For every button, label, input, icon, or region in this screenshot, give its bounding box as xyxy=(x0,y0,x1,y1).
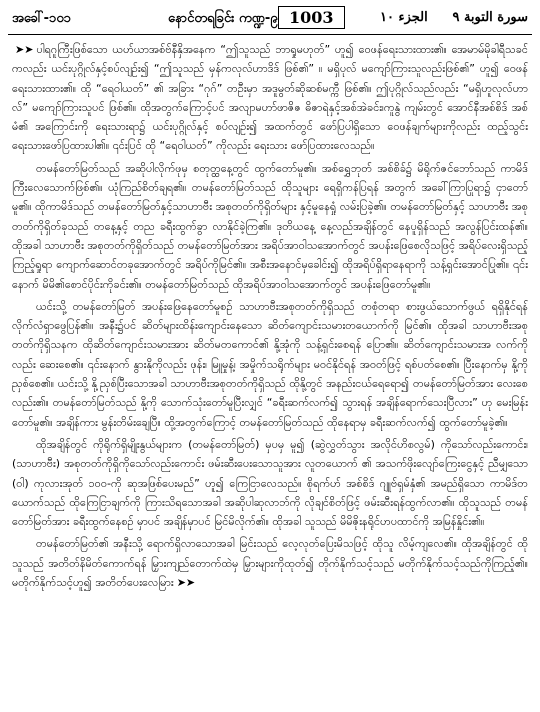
paragraph xyxy=(12,297,528,432)
surah-label: سورة التوبة ٩ xyxy=(452,10,528,25)
chapter-label: နောင်တရခြင်း ကဏ္ဍ-၉ xyxy=(168,11,278,26)
paragraph xyxy=(12,534,528,592)
paragraph xyxy=(12,40,528,156)
page-number: 1003 xyxy=(278,6,345,29)
paragraph xyxy=(12,159,528,294)
paragraph-text: တမန်တော်မြတ်သည် အဆိုပါလိုက်ဖုမှ စတုတ္ထနေ့တွင် ထွက်တော်မူ၏။ အစ်ရွှေဘုတ် အစ်စိခ်၌ မိရိုက်ဇင်ဘော်သည် ကာမိဒ်ကြီးလေသောက်ဖြစ်၏။ ယုံကြည်စိတ်ချရ၏။ တမန်တော်မြတ်သည် ထိုသူများ ရေရှိကန်ပြရန် အတွက် အခေါ်ကြာပြုရာ၌ ငှာတော်မူ၏။ ထိုကာမိဒ်သည် တမန်တော်မြတ်နှင့်သာဟာဗီး အစုတတ်ကိုရှိတ်များ နှင့်မူနေရှုံ လမ်းပြခဲ့၏။ တမန်တော်မြတ်နှင့် သာဟာဗီး အစုတတ်ကိုရှိတ်ခုသည် တနေ့နှင့် တည ခရီးထွက်ခွာ လာနိုင်ခဲ့ကြ၏။ ဒုတိယနေ့ နေ့လည်အချိန်တွင် နေပူရှိန်သည် အလွန်ပြင်းထန်၏။ ထိုအခါ သာဟာဗီး အစုတတ်ကိုရှိတ်သည် တမန်တော်မြတ်အား အရိပ်အာဝါသအောက်တွင် အပန်းဖြေစေလိုသဖြင့် အရိပ်လေးရှိသည့် ကြည့်ရှုရာ ကျောက်ဆောင်တခုအောက်တွင် အရိပ်ကိုမြင်၏။ အစီးအနောင်မှခေါင်း၍ ထိုအရိပ်ရှိရာနေရာကို သန့်ရှင်းအောင်ပြု၏။ ၎င်းနောက် မိမိ၏စောင်ပိုင်းကိုခင်း၏။ တမန်တော်မြတ်သည် ထိုအရိပ်အာဝါသအောက်တွင် အပန်းဖြေတော်မူ၏။ xyxy=(12,161,528,291)
paragraph-text: ထိုအချိန်တွင် ကိုရိုက်ရှိမျိုးနွယ်များက (တမန်တော်မြတ်) မှပမှ မူ၍ (ဆွဲလွှတ်သွား အလိုင်ဟိစလွမ်) ကိုသော်လည်းကောင်း၊ (သာဟာဗီး) အစုတတ်ကိုရှိကိုသော်လည်းကောင်း ဖမ်းဆီးပေးသောသူအား လူတယောက် ၏ အသက်ဖိုးလျော်ကြေးငွေနှင့် ညီမျှသော (ဝါ) ကုလားအုတ် ၁၀၀-ကို ဆုအဖြစ်ပေးမည်” ဟူ၍ ကြေငြာလေသည်။ စိုရက်ဟ် အစ်စိဒ် ဂျူဗ်ရှမ်နှံ၏ အမည်ရှိသော ကာမိဒ်တယောက်သည် ထိုကြေငြာချက်ကို ကြားသိရသောအခါ အဆိုပါဆုလာဘ်ကို လိုချင်စိတ်ဖြင့် ဖမ်းဆီးရန်ထွက်လာ၏။ ထိုသူသည် တမန်တော်မြတ်အား ခရီးထွက်နေစဉ် မှာပင် အချိန်မှာပင် မြင်မိလိုက်၏။ ထိုအခါ သူသည် မိမိဇိုးနရိုင်ဟပထာင်ကို အမြန်နှိုင်း၏။ xyxy=(12,437,528,529)
paragraph-text: ယင်းသို့ တမန်တော်မြတ် အပန်းဖြေနေတော်မူစဉ် သာဟာဗီးအစုတတ်ကိုရှိသည် တစုံတရာ စားဖွယ်သောက်ဖွယ် ရရှိနိုင်ရန် လိုက်လံရှာဖွေပြန်၏။ အနီး၌ပင် ဆိတ်များထိန်းကျောင်းနေသော ဆိတ်ကျောင်းသမားတယောက်ကို မြင်၏။ ထိုအခါ သာဟာဗီးအစုတတ်ကိုရှိသနက ထိုဆိတ်ကျောင်းသမားအား ဆိတ်မတကောင်၏ နို့အုံကို သန့်ရှင်းစေရန် ပြော၏။ ဆိတ်ကျောင်းသမားအ လက်ကိုလည်း ဆေးစေ၏။ ၎င်းနောက် နွားနိုကိုလည်း ဖုန်း၊ မြူမှုန့်၊ အမှိုက်သရိုက်များ မဝင်နိုင်ရန် အဝတ်ဖြင့် ရစ်ပတ်စေ၏။ ပြီးနောက်မှ နို့ကို ညှစ်စေ၏။ ယင်းသို့ နို့ညှစ်ပြီးသောအခါ သာဟာဗီးအစုတတ်ကိုရှိသည် ထိုနို့တွင် အနည်းငယ်ရေရော၍ တမန်တော်မြတ်အား လေးစေလည်း၏။ တမန်တော်မြတ်သည် နို့ကို သောက်သုံးတော်မူပြီးလျှင် “ခရီးဆက်လက်၍ သွားရန် အချိန်ရောက်သေးပြီလား” ဟု မေးမြန်းတော်မူ၏။ အချိန်ကား မွန်းတိမ်းချေပြီ။ ထို့အတွက်ကြောင့် တမန်တော်မြတ်သည် ထိုနေရာမှ ခရီးဆက်လက်၍ ထွက်တော်မူခဲ့၏။ xyxy=(12,299,528,429)
page-header xyxy=(8,6,532,32)
header-divider xyxy=(8,34,532,35)
paragraph-text: တမန်တော်မြတ်၏ အနီးသို့ ရောက်ရှိလာသောအခါ မြင်းသည် လေ့လုတ်ပြေးမိသဖြင့် ထိုသူ လိမ့်ကျလေ၏။ ထိုအချိန်တွင် ထိုသူသည် အတိတ်နိမိတ်ကောက်ရန် မြှားကျည်တောက်ထဲမှ မြှားများကိုထုတ်၍ တိုက်နိုက်သင့်သည် မတိုက်နိုက်သင့်သည်ကိုကြည့်၏။ မတိုက်နိုက်သင့်ဟူ၍ အတိတ်ပေးလေမြား xyxy=(12,537,528,590)
paragraph-text: ပါရဂူကြီးဖြစ်သော ယဟ်ယာအစ်ဗ်နီနှိအနေက “ဤသူသည် ဘာရှုမဟုတ်” ဟူ၍ ဝေဖန်ရေးသားထား၏။ အေမာမ်မိုခါရီသခင်ကလည်း ယင်းပုဂ္ဂိုလ်နှင့်စပ်လျဉ်း၍ “ဤသူသည် မှန်ကလုလ်ဟာဒိဒ် ဖြစ်၏” ။ မရှိပုလ် မကျော်ကြားသူလည်းဖြစ်၏” ဟူ၍ ဝေဖန်ရေးသားထား၏။ ထို “ရေဝါယတ်” ၏ အခြား “ဂုဂ်” တဦးမှာ အဒူမွတ်ဆိုဆစ်မက္ကီ ဖြစ်၏။ ဤပုဂ္ဂိုလ်သည်လည်း “မရှိဟူလုလ်ဟာလ်” မကျော်ကြားသူပင် ဖြစ်၏။ ထိုအတွက်ကြောင့်ပင် အလျာမဟာ်ဖာဇိဇ ဓိဇာရဲနှင့်အစ်အဲခင်း၊ကူနွဲ ကျမ်းတွင် အောင်နီအစ်စိဒ် အစ်မံ၏ အကြောင်းကို ရေးသားရာ၌ ယင်းပုဂ္ဂိုလ်နှင့် စပ်လျဉ်း၍ အထက်တွင် ဖော်ပြပါရှိသော ဝေဖန်ချက်များကိုလည်း ထည့်သွင်းရေးသားဖော်ပြထားပါ၏။ ၎င်းပြင် ထို “ရေဝါယတ်” ကိုလည်း ရေးသား ဖော်ပြထားလေသည်။ xyxy=(12,43,528,153)
continuation-arrow-icon: ➤➤ xyxy=(176,576,196,590)
section-label: အခေါ်-၁၀၁ xyxy=(12,11,71,26)
continuation-arrow-icon: ➤➤ xyxy=(15,43,34,56)
page-body xyxy=(12,40,528,704)
juz-label: الجزء ١٠ xyxy=(380,10,428,25)
paragraph xyxy=(12,435,528,531)
